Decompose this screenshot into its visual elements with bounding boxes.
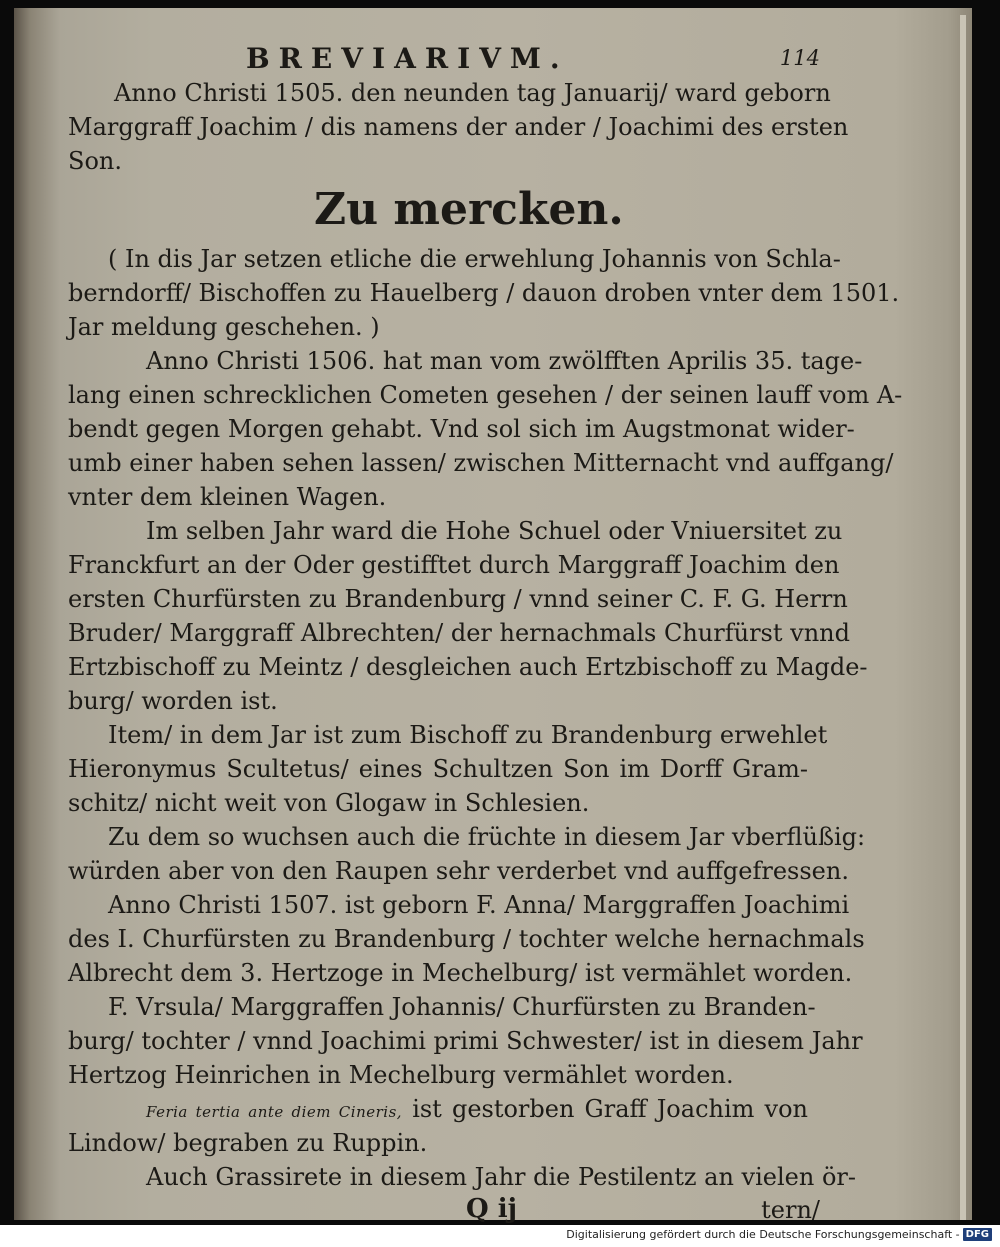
page-footer xyxy=(68,1194,820,1232)
catchword: tern/ xyxy=(761,1196,820,1224)
signature-mark: Q ij xyxy=(466,1194,517,1224)
text-line: Hieronymus Scultetus/ eines Schultzen Son im Dorff Gram- xyxy=(68,755,808,783)
text-line: würden aber von den Raupen sehr verderbet vnd auffgefressen. xyxy=(68,857,849,885)
text-line: vnter dem kleinen Wagen. xyxy=(68,483,387,511)
funding-text: Digitalisierung gefördert durch die Deutsche Forschungsgemeinschaft - xyxy=(566,1228,960,1241)
paragraph-plague xyxy=(68,1160,856,1194)
text-line: Son. xyxy=(68,147,122,175)
section-heading: Zu mercken. xyxy=(314,184,624,235)
latin-phrase: Feria tertia ante diem Cineris, xyxy=(146,1103,403,1121)
page-text xyxy=(68,40,903,1232)
opening-entry xyxy=(68,76,849,178)
page-number: 114 xyxy=(779,46,820,70)
text-line: Anno Christi 1507. ist geborn F. Anna/ Marggraffen Joachimi xyxy=(108,891,850,919)
text-line: schitz/ nicht weit von Glogaw in Schlesien. xyxy=(68,789,590,817)
text-line: Marggraff Joachim / dis namens der ander / Joachimi des ersten xyxy=(68,113,849,141)
text-line: des I. Churfürsten zu Brandenburg / tochter welche hernachmals xyxy=(68,925,865,953)
text-line: umb einer haben sehen lassen/ zwischen Mitternacht vnd auffgang/ xyxy=(68,449,894,477)
paragraph-ursula xyxy=(68,990,863,1092)
paragraph-comet xyxy=(68,344,903,514)
text-line: Jar meldung geschehen. ) xyxy=(68,313,380,341)
text-line: Im selben Jahr ward die Hohe Schuel oder Vniuersitet zu xyxy=(146,517,843,545)
text-line: Item/ in dem Jar ist zum Bischoff zu Brandenburg erwehlet xyxy=(108,721,828,749)
text-line: ersten Churfürsten zu Brandenburg / vnnd seiner C. F. G. Herrn xyxy=(68,585,848,613)
text-line: burg/ tochter / vnnd Joachimi primi Schwester/ ist in diesem Jahr xyxy=(68,1027,863,1055)
text-line: Franckfurt an der Oder gestifftet durch Marggraff Joachim den xyxy=(68,551,840,579)
text-line: Bruder/ Marggraff Albrechten/ der hernachmals Churfürst vnnd xyxy=(68,619,850,647)
paragraph-bishop xyxy=(68,718,828,820)
running-head xyxy=(68,40,820,76)
text-line: Hertzog Heinrichen in Mechelburg vermählet worden. xyxy=(68,1061,734,1089)
text-line-rest: ist gestorben Graff Joachim von xyxy=(412,1095,808,1123)
text-line: Ertzbischoff zu Meintz / desgleichen auch Ertzbischoff zu Magde- xyxy=(68,653,868,681)
text-line: ( In dis Jar setzen etliche die erwehlung Johannis von Schla- xyxy=(108,245,841,273)
text-line: burg/ worden ist. xyxy=(68,687,278,715)
paragraph-note xyxy=(68,242,900,344)
text-line: Lindow/ begraben zu Ruppin. xyxy=(68,1129,428,1157)
paragraph-anna xyxy=(68,888,865,990)
dfg-logo: DFG xyxy=(963,1228,992,1241)
text-line: F. Vrsula/ Marggraffen Johannis/ Churfürsten zu Branden- xyxy=(108,993,816,1021)
paragraph-harvest xyxy=(68,820,866,888)
text-line: Albrecht dem 3. Hertzoge in Mechelburg/ ist vermählet worden. xyxy=(68,959,853,987)
text-line: lang einen schrecklichen Cometen gesehen / der seinen lauff vom A- xyxy=(68,381,903,409)
funding-note xyxy=(566,1228,992,1241)
text-line: Anno Christi 1505. den neunden tag Januarij/ ward geborn xyxy=(114,79,831,107)
page-edge xyxy=(960,15,966,1220)
text-line: bendt gegen Morgen gehabt. Vnd sol sich im Augstmonat wider- xyxy=(68,415,855,443)
paragraph-university xyxy=(68,514,868,718)
text-line: Zu dem so wuchsen auch die früchte in diesem Jar vberflüßig: xyxy=(108,823,866,851)
text-line: berndorff/ Bischoffen zu Hauelberg / dauon droben vnter dem 1501. xyxy=(68,279,900,307)
paragraph-lindow xyxy=(68,1092,808,1160)
text-line: Anno Christi 1506. hat man vom zwölfften Aprilis 35. tage- xyxy=(146,347,863,375)
running-head-title: BREVIARIVM. xyxy=(246,42,569,75)
text-line xyxy=(68,1092,808,1126)
text-line: Auch Grassirete in diesem Jahr die Pestilentz an vielen ör- xyxy=(146,1163,856,1191)
